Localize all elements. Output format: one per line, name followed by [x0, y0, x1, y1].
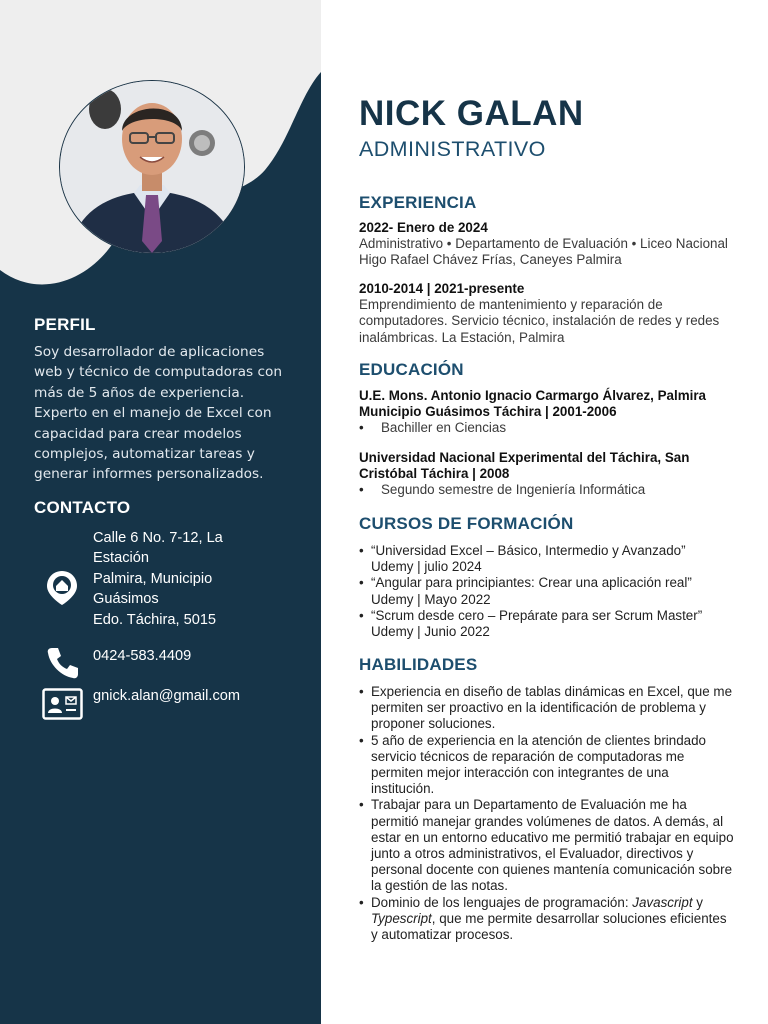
education-item	[359, 388, 734, 437]
education-detail: Bachiller en Ciencias	[381, 420, 507, 436]
phone[interactable]: 0424-583.4409	[93, 648, 192, 664]
address-line: Estación	[93, 550, 149, 567]
contacto-heading: CONTACTO	[34, 498, 131, 517]
skill-item: • 5 año de experiencia en la atención de clientes brindado servicio técnicos de reparación de computadoras me permiten mejor interacción con integrantes de una institución.	[359, 733, 734, 798]
avatar	[60, 81, 244, 253]
experiencia-heading: EXPERIENCIA	[359, 193, 477, 212]
experience-item	[359, 220, 734, 269]
email[interactable]: gnick.alan@gmail.com	[93, 688, 241, 704]
experience-period: 2022- Enero de 2024	[359, 220, 488, 235]
course-item	[359, 608, 734, 640]
course-title: • “Angular para principiantes: Crear una aplicación real”	[371, 575, 692, 591]
course-meta: Udemy | Junio 2022	[371, 624, 490, 640]
role-subtitle: ADMINISTRATIVO	[359, 137, 546, 161]
skills-list	[359, 684, 734, 943]
experience-period: 2010-2014 | 2021-presente	[359, 281, 525, 296]
habilidades-heading: HABILIDADES	[359, 655, 478, 674]
skill-item	[359, 895, 734, 944]
address-line: Edo. Táchira, 5015	[93, 611, 217, 628]
skill-language: Javascript	[632, 894, 693, 910]
experience-desc: Emprendimiento de mantenimiento y reparación de computadores. Servicio técnico, instalación de redes y redes inalámbricas. La Estación, Palmira	[359, 297, 720, 345]
skill-text: Dominio de los lenguajes de programación:	[371, 894, 633, 910]
education-item	[359, 450, 734, 499]
location-pin-icon	[46, 570, 78, 606]
perfil-text: Soy desarrollador de aplicaciones web y técnico de computadoras con más de 5 años de experiencia. Experto en el manejo de Excel con capacidad para crear modelos complejos, automatizar tareas y generar informes personalizados.	[34, 344, 283, 483]
bullet: •	[359, 420, 364, 436]
phone-icon	[46, 646, 80, 680]
skill-text: y	[692, 894, 703, 910]
bullet: •	[359, 482, 364, 498]
experience-item	[359, 281, 734, 346]
course-item	[359, 575, 734, 607]
experience-desc: Administrativo • Departamento de Evaluación • Liceo Nacional Higo Rafael Chávez Frías, Caneyes Palmira	[359, 236, 728, 268]
cursos-heading: CURSOS DE FORMACIÓN	[359, 514, 574, 533]
address-line: Palmira, Municipio	[93, 570, 213, 587]
contact-card-icon	[42, 688, 83, 720]
education-school: U.E. Mons. Antonio Ignacio Carmargo Álvarez, Palmira Municipio Guásimos Táchira | 2001-2006	[359, 388, 706, 420]
education-detail-row	[359, 420, 734, 436]
courses-list	[359, 543, 734, 640]
education-detail: Segundo semestre de Ingeniería Informática	[381, 482, 646, 498]
perfil-heading: PERFIL	[34, 315, 96, 334]
education-school: Universidad Nacional Experimental del Táchira, San Cristóbal Táchira | 2008	[359, 450, 690, 482]
course-item	[359, 543, 734, 575]
skill-language: Typescript	[371, 910, 432, 926]
course-title: • “Universidad Excel – Básico, Intermedio y Avanzado”	[371, 543, 686, 558]
skill-item: • Experiencia en diseño de tablas dinámicas en Excel, que me permiten ser proactivo en la identificación de problema y proponer soluciones.	[359, 684, 734, 733]
skill-text: , que me permite desarrollar soluciones eficientes y automatizar procesos.	[371, 910, 727, 943]
education-detail-row	[359, 482, 734, 498]
skill-item: • Trabajar para un Departamento de Evaluación me ha permitió manejar grandes volúmenes de datos. A demás, al estar en un entorno educativo me permitió trabajar en equipo junto a otros administrativos, el Evaluador, directivos y personal docente con quienes mantenía comunicación sobre la gestión de las notas.	[359, 797, 734, 894]
course-meta: Udemy | Mayo 2022	[371, 591, 491, 607]
address-line: Calle 6 No. 7-12, La	[93, 530, 223, 546]
address-line: Guásimos	[93, 591, 159, 608]
name-title: NICK GALAN	[359, 94, 584, 133]
educacion-heading: EDUCACIÓN	[359, 360, 464, 379]
course-meta: Udemy | julio 2024	[371, 559, 482, 575]
profile-photo	[59, 80, 245, 254]
address	[93, 528, 223, 630]
course-title: • “Scrum desde cero – Prepárate para ser Scrum Master”	[371, 607, 703, 623]
